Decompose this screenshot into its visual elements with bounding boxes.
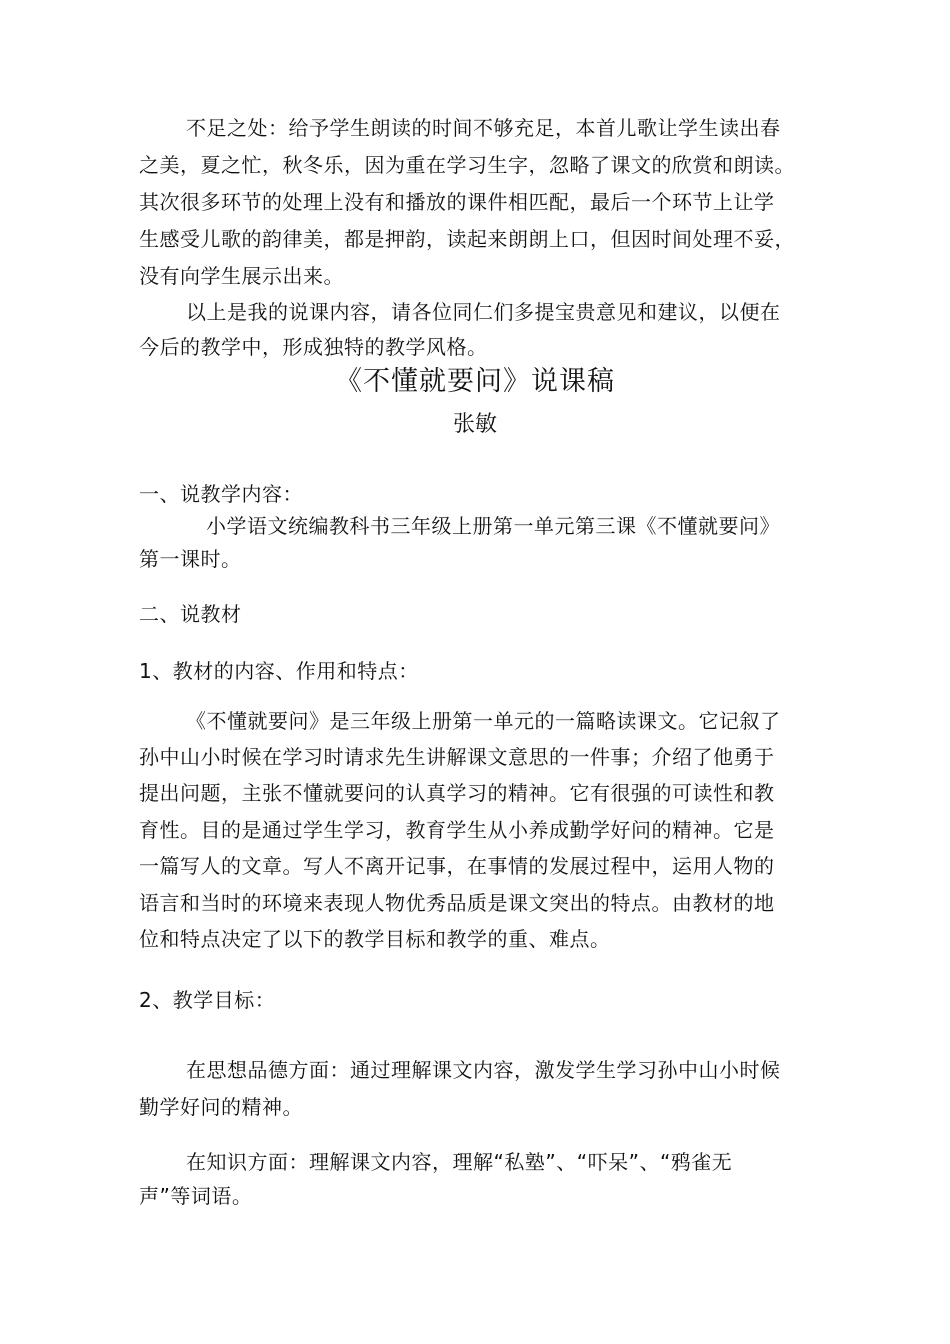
paragraph-line: 其次很多环节的处理上没有和播放的课件相匹配，最后一个环节上让学 [139,190,775,214]
paragraph-line: 勤学好问的精神。 [139,1095,303,1119]
paragraph-line: 位和特点决定了以下的教学目标和教学的重、难点。 [139,927,611,951]
paragraph-line: 不足之处：给予学生朗读的时间不够充足，本首儿歌让学生读出春 [186,116,781,140]
subsection-heading: 1、教材的内容、作用和特点： [139,659,419,683]
paragraph-line: 生感受儿歌的韵律美，都是押韵，读起来朗朗上口，但因时间处理不妥， [139,227,795,251]
subsection-heading: 2、教学目标： [139,988,276,1012]
paragraph-line: 之美，夏之忙，秋冬乐，因为重在学习生字，忽略了课文的欣赏和朗读。 [139,153,795,177]
document-title: 《不懂就要问》说课稿 [335,366,615,397]
paragraph-line: 小学语文统编教科书三年级上册第一单元第三课《不懂就要问》 [206,514,780,538]
paragraph-line: 《不懂就要问》是三年级上册第一单元的一篇略读课文。它记叙了 [186,709,781,733]
paragraph-line: 在思想品德方面：通过理解课文内容，激发学生学习孙中山小时候 [186,1058,781,1082]
paragraph-line: 孙中山小时候在学习时请求先生讲解课文意思的一件事；介绍了他勇于 [139,745,775,769]
paragraph-line: 在知识方面：理解课文内容，理解“私塾”、“吓呆”、“鸦雀无 [186,1150,733,1174]
paragraph-line: 今后的教学中，形成独特的教学风格。 [139,335,488,359]
paragraph-line: 语言和当时的环境来表现人物优秀品质是课文突出的特点。由教材的地 [139,891,775,915]
paragraph-line: 以上是我的说课内容，请各位同仁们多提宝贵意见和建议，以便在 [186,300,781,324]
section-heading: 一、说教学内容： [139,482,303,506]
paragraph-line: 没有向学生展示出来。 [139,264,344,288]
document-author: 张敏 [452,412,497,437]
paragraph-line: 育性。目的是通过学生学习，教育学生从小养成勤学好问的精神。它是 [139,818,775,842]
section-heading: 二、说教材 [139,602,242,626]
paragraph-line: 第一课时。 [139,547,242,571]
paragraph-line: 声”等词语。 [139,1184,253,1208]
paragraph-line: 一篇写人的文章。写人不离开记事，在事情的发展过程中，运用人物的 [139,854,775,878]
paragraph-line: 提出问题，主张不懂就要问的认真学习的精神。它有很强的可读性和教 [139,781,775,805]
